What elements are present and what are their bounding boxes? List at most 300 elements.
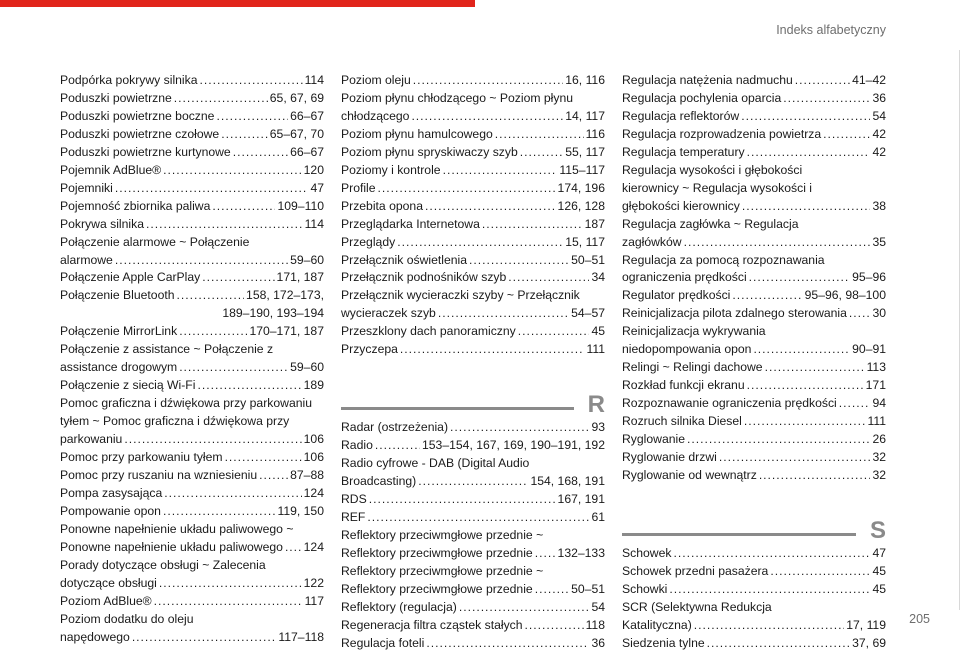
index-entry-term: Pomoc przy ruszaniu na wzniesieniu (60, 467, 258, 482)
index-entry-term: Przyczepa (341, 342, 398, 357)
index-entry-page-ref: 54 (872, 108, 886, 123)
index-entry-page-ref: 153–154, 167, 169, 190–191, 192 (422, 438, 605, 453)
index-entry (341, 144, 605, 162)
index-entry-term: Pompowanie opon (60, 503, 161, 518)
index-entry (60, 234, 324, 270)
index-entry (341, 419, 605, 437)
index-entry-term: Połączenie Bluetooth (60, 288, 175, 303)
dot-leader (520, 144, 563, 162)
index-entry-term: Połączenie MirrorLink (60, 324, 178, 339)
index-entry-term: Regulacja natężenia nadmuchu (622, 73, 793, 87)
index-entry-term: Przełącznik wycieraczki szyby ~ Przełącznik (341, 288, 580, 303)
index-entry-page-ref: 65, 67, 69 (269, 90, 324, 105)
index-entry-line (60, 90, 324, 108)
page-header-title: Indeks alfabetyczny (776, 23, 886, 37)
index-entry (622, 377, 886, 395)
index-entry-line (341, 419, 605, 437)
index-entry-term: Reflektory przeciwmgłowe przednie ~ (341, 563, 544, 578)
index-entry (622, 413, 886, 431)
index-entry (622, 431, 886, 449)
index-entry-line (622, 467, 886, 485)
index-entry (60, 72, 324, 90)
index-entry-term: Regulacja pochylenia oparcia (622, 90, 782, 105)
dot-leader (443, 162, 558, 180)
index-entry-term: Katalityczna) (622, 617, 692, 632)
index-entry-page-ref: 170–171, 187 (249, 324, 324, 339)
index-entry-line (622, 144, 886, 162)
index-entry-page-ref: 111 (586, 342, 605, 357)
index-entry-page-ref: 50–51 (571, 252, 605, 267)
index-entry-term: Poziom AdBlue® (60, 593, 152, 608)
index-column-1 (60, 72, 324, 647)
index-entry-page-ref: 187 (584, 216, 605, 231)
index-entry-line (341, 180, 605, 198)
index-entry-term: Reinicjalizacja wykrywania (622, 324, 766, 339)
index-entry (341, 323, 605, 341)
index-entry-page-ref: 35 (872, 234, 886, 249)
index-entry-line (622, 449, 886, 467)
index-entry-line (60, 162, 324, 180)
dot-leader (732, 287, 802, 305)
index-entry-term: Ponowne napełnienie układu paliwowego (60, 539, 283, 554)
index-entry (341, 455, 605, 491)
index-entry (60, 90, 324, 108)
index-entry-line (60, 72, 324, 90)
index-entry-page-ref: 154, 168, 191 (530, 474, 605, 489)
index-entry (60, 198, 324, 216)
index-entry-page-ref: 59–60 (290, 360, 324, 375)
index-entry (60, 377, 324, 395)
index-entry-term: parkowaniu (60, 432, 123, 447)
index-entry (622, 635, 886, 653)
index-entry (60, 449, 324, 467)
index-entry-page-ref: 30 (872, 306, 886, 321)
index-entry-term: alarmowe (60, 252, 113, 267)
index-entry-line (341, 198, 605, 216)
index-entry-page-ref: 54–57 (571, 306, 605, 321)
index-entry (341, 617, 605, 635)
index-entry-page-ref: 119, 150 (277, 503, 324, 518)
index-entry-line (60, 467, 324, 485)
index-entry (622, 467, 886, 485)
dot-leader (673, 545, 870, 563)
index-entry-term: Regeneracja filtra cząstek stałych (341, 617, 523, 632)
index-entry-line (341, 581, 605, 599)
index-entry-line (341, 126, 605, 144)
index-entry-term: Ponowne napełnienie układu paliwowego ~ (60, 521, 294, 536)
index-entry-page-ref: 50–51 (571, 581, 605, 596)
index-entry-page-ref: 66–67 (290, 144, 324, 159)
index-entry (341, 599, 605, 617)
dot-leader (741, 108, 870, 126)
index-entry (341, 527, 605, 563)
index-entry (341, 234, 605, 252)
index-entry (60, 144, 324, 162)
dot-leader (378, 180, 556, 198)
index-entry (622, 323, 886, 359)
index-entry-term: Siedzenia tylne (622, 635, 705, 650)
dot-leader (400, 341, 585, 359)
index-entry (60, 503, 324, 521)
index-entry-term: Regulacja reflektorów (622, 108, 740, 123)
index-entry-term: dotyczące obsługi (60, 575, 157, 590)
index-entry-term: Broadcasting) (341, 474, 417, 489)
index-entry-term: Poziom dodatku do oleju (60, 611, 194, 626)
index-entry-term: Regulacja temperatury (622, 144, 745, 159)
index-entry-term: Regulacja rozprowadzenia powietrza (622, 126, 822, 141)
index-entry (60, 269, 324, 287)
index-entry-page-ref: 117 (304, 593, 324, 608)
index-entry-term: RDS (341, 492, 367, 507)
index-entry-page-ref: 37, 69 (852, 635, 886, 650)
index-entry-line (60, 503, 324, 521)
index-entry-line (60, 287, 324, 305)
dot-leader (115, 180, 309, 198)
index-entry-page-ref: 42 (872, 144, 886, 159)
index-entry-line (622, 581, 886, 599)
dot-leader (783, 90, 870, 108)
dot-leader (469, 252, 569, 270)
index-entry-page-ref: 189 (303, 378, 324, 393)
index-entry-line (622, 108, 886, 126)
dot-leader (259, 467, 288, 485)
index-entry-line (622, 126, 886, 144)
index-entry-term: Rozkład funkcji ekranu (622, 378, 745, 393)
dot-leader (707, 635, 850, 653)
index-entry (622, 216, 886, 252)
index-entry-page-ref: 116 (585, 126, 605, 141)
index-entry-line (622, 635, 886, 653)
index-entry-page-ref: 158, 172–173, (246, 288, 324, 303)
index-entry-line (622, 395, 886, 413)
index-entry-page-ref: 47 (310, 180, 324, 195)
index-entry (341, 563, 605, 599)
section-letter: R (587, 391, 605, 419)
index-entry (341, 635, 605, 653)
dot-leader (719, 449, 871, 467)
index-entry-line (60, 377, 324, 395)
index-entry-term: Reflektory (regulacja) (341, 599, 457, 614)
index-entry-line (60, 269, 324, 287)
index-entry-page-ref: 61 (591, 510, 605, 525)
index-entry (60, 467, 324, 485)
index-entry-term: Poduszki powietrzne kurtynowe (60, 144, 231, 159)
dot-leader (179, 323, 247, 341)
index-entry-page-ref: 36 (872, 90, 886, 105)
index-entry-term: Ryglowanie drzwi (622, 450, 717, 465)
index-entry (341, 198, 605, 216)
index-entry-line (341, 635, 605, 653)
index-entry-term: Połączenie z assistance ~ Połączenie z (60, 342, 274, 357)
dot-leader (849, 305, 871, 323)
dot-leader (411, 108, 563, 126)
index-entry-term: Schowek przedni pasażera (622, 563, 769, 578)
index-entry-term: Połączenie Apple CarPlay (60, 270, 201, 285)
index-entry (622, 563, 886, 581)
index-entry-line (341, 305, 605, 323)
dot-leader (495, 126, 584, 144)
index-entry-term: Reflektory przeciwmgłowe przednie (341, 545, 533, 560)
index-entry-term: Regulacja foteli (341, 635, 425, 650)
index-entry (60, 395, 324, 449)
dot-leader (426, 635, 589, 653)
section-divider (341, 407, 574, 410)
index-entry-page-ref: 32 (872, 450, 886, 465)
index-entry-line (341, 144, 605, 162)
index-entry-line (60, 126, 324, 144)
index-entry-line (622, 377, 886, 395)
index-entry-term: Przełącznik oświetlenia (341, 252, 467, 267)
index-entry-term: Poziom płynu spryskiwaczy szyb (341, 144, 518, 159)
index-entry-term: Regulacja wysokości i głębokości (622, 162, 803, 177)
index-entry-page-ref: 36 (591, 635, 605, 650)
index-entry-term: Przeglądy (341, 234, 396, 249)
dot-leader (216, 108, 288, 126)
index-entry (60, 126, 324, 144)
index-entry (622, 252, 886, 288)
dot-leader (367, 509, 589, 527)
dot-leader (482, 216, 583, 234)
index-entry (622, 395, 886, 413)
index-entry-line (341, 473, 605, 491)
index-entry-term: Profile (341, 180, 376, 195)
index-entry-term: Pojemnik AdBlue® (60, 162, 162, 177)
dot-leader (124, 431, 301, 449)
index-entry-line (341, 599, 605, 617)
index-entry-line (341, 234, 605, 252)
index-entry-term: Rozpoznawanie ograniczenia prędkości (622, 396, 837, 411)
dot-leader (132, 629, 277, 647)
dot-leader (159, 575, 302, 593)
index-entry (622, 581, 886, 599)
index-entry-line (622, 198, 886, 216)
index-entry-term: Radio cyfrowe - DAB (Digital Audio (341, 456, 530, 471)
index-entry-term: Pojemniki (60, 180, 113, 195)
index-entry-term: assistance drogowym (60, 360, 178, 375)
index-entry-term: Radio (341, 438, 373, 453)
dot-leader (525, 617, 584, 635)
index-entry-term: ograniczenia prędkości (622, 270, 747, 285)
index-column-3 (622, 72, 886, 653)
index-entry-page-ref: 122 (303, 575, 324, 590)
dot-leader (747, 144, 871, 162)
index-entry-line (622, 72, 886, 90)
index-entry (622, 287, 886, 305)
index-entry-page-ref: 17, 119 (846, 617, 886, 632)
index-entry (60, 180, 324, 198)
dot-leader (202, 269, 274, 287)
index-entry-line (622, 341, 886, 359)
index-entry-page-ref: 94 (872, 396, 886, 411)
index-entry-line (60, 108, 324, 126)
index-entry (60, 323, 324, 341)
index-entry (341, 126, 605, 144)
dot-leader (375, 437, 420, 455)
index-entry-term: Poduszki powietrzne (60, 90, 172, 105)
index-entry (341, 72, 605, 90)
index-entry-term: REF (341, 510, 366, 525)
index-entry-page-ref: 111 (867, 414, 886, 429)
index-entry (60, 108, 324, 126)
dot-leader (759, 467, 871, 485)
index-entry-term: kierownicy ~ Regulacja wysokości i (622, 180, 812, 195)
index-entry-page-ref: 45 (591, 324, 605, 339)
index-entry-page-ref: 117–118 (278, 629, 324, 644)
index-entry-term: Przełącznik podnośników szyb (341, 270, 507, 285)
dot-leader (742, 198, 871, 216)
index-entry-line (622, 359, 886, 377)
index-entry-line (622, 431, 886, 449)
index-entry-page-ref: 95–96, 98–100 (804, 288, 886, 303)
index-entry-line (341, 509, 605, 527)
dot-leader (508, 269, 589, 287)
index-entry-page-ref: 45 (872, 563, 886, 578)
index-entry-term: Reinicjalizacja pilota zdalnego sterowania (622, 306, 847, 321)
index-entry-page-ref: 54 (591, 599, 605, 614)
dot-leader (765, 359, 865, 377)
index-entry-line (60, 323, 324, 341)
index-entry-page-ref: 171 (865, 378, 886, 393)
dot-leader (669, 581, 870, 599)
section-header (341, 373, 605, 419)
index-entry-line (622, 90, 886, 108)
index-entry-page-ref: 124 (303, 485, 324, 500)
index-entry (622, 144, 886, 162)
index-entry-page-ref: 174, 196 (557, 180, 605, 195)
index-entry-page-ref: 167, 191 (557, 492, 605, 507)
index-entry-page-ref: 120 (303, 162, 324, 177)
index-entry-line (622, 234, 886, 252)
index-entry (622, 72, 886, 90)
index-entry-term: Rozruch silnika Diesel (622, 414, 742, 429)
index-entry-line (60, 485, 324, 503)
index-entry-line (60, 593, 324, 611)
index-entry-line (60, 216, 324, 234)
dot-leader (115, 252, 288, 270)
index-entry-line (341, 162, 605, 180)
index-entry-page-ref: 66–67 (290, 108, 324, 123)
index-entry-term: chłodzącego (341, 108, 410, 123)
index-entry (622, 599, 886, 635)
index-entry-term: niedopompowania opon (622, 342, 752, 357)
index-entry-page-ref: 118 (585, 617, 605, 632)
index-entry-page-ref: 34 (591, 270, 605, 285)
section-header (622, 499, 886, 545)
dot-leader (535, 581, 569, 599)
index-entry (60, 557, 324, 593)
index-entry-page-ref: 124 (303, 539, 324, 554)
index-entry-page-ref: 114 (304, 216, 324, 231)
index-entry-term: Pojemność zbiornika paliwa (60, 198, 211, 213)
dot-leader (744, 413, 866, 431)
index-entry-line (60, 180, 324, 198)
index-entry-term: Regulator prędkości (622, 288, 731, 303)
index-entry (341, 216, 605, 234)
dot-leader (174, 90, 268, 108)
dot-leader (684, 234, 871, 252)
index-entry-term: Ryglowanie (622, 432, 686, 447)
dot-leader (179, 359, 288, 377)
section-divider (622, 533, 856, 536)
index-entry (622, 449, 886, 467)
index-entry-line (60, 575, 324, 593)
index-entry-line (622, 563, 886, 581)
index-entry-page-ref: 15, 117 (565, 234, 605, 249)
index-entry-page-ref: 171, 187 (276, 270, 324, 285)
dot-leader (163, 503, 275, 521)
index-entry (622, 359, 886, 377)
dot-leader (146, 216, 303, 234)
index-entry-line (60, 144, 324, 162)
index-entry (341, 269, 605, 287)
index-entry-term: Pokrywa silnika (60, 216, 144, 231)
page-number: 205 (909, 612, 930, 626)
index-entry (341, 162, 605, 180)
index-entry-page-ref: 87–88 (290, 467, 324, 482)
index-entry-page-ref: 90–91 (852, 342, 886, 357)
index-entry-term: Przeglądarka Internetowa (341, 216, 480, 231)
dot-leader (535, 545, 556, 563)
index-entry-line (341, 545, 605, 563)
dot-leader (770, 563, 870, 581)
index-entry-term: Połączenie alarmowe ~ Połączenie (60, 234, 250, 249)
index-entry-term: Schowki (622, 581, 668, 596)
index-entry-page-ref: 55, 117 (565, 144, 605, 159)
index-entry-term: głębokości kierownicy (622, 198, 740, 213)
section-letter: S (869, 516, 886, 544)
dot-leader (221, 126, 268, 144)
index-entry (60, 341, 324, 377)
index-entry (60, 162, 324, 180)
index-entry-page-ref: 93 (591, 420, 605, 435)
index-entry-page-ref: 47 (872, 545, 886, 560)
index-entry (622, 90, 886, 108)
index-entry-term: Radar (ostrzeżenia) (341, 420, 449, 435)
index-entry-page-ref: 126, 128 (557, 198, 605, 213)
index-entry-term: Połączenie z siecią Wi-Fi (60, 378, 196, 393)
dot-leader (518, 323, 590, 341)
index-entry (60, 485, 324, 503)
index-entry-line (341, 323, 605, 341)
index-entry-term: Pomoc przy parkowaniu tyłem (60, 450, 223, 465)
index-entry-page-ref: 114 (304, 73, 324, 87)
index-entry-term: Regulacja za pomocą rozpoznawania (622, 252, 825, 267)
index-entry (60, 611, 324, 647)
index-entry (60, 521, 324, 557)
index-entry-term: Poziom płynu hamulcowego (341, 126, 493, 141)
dot-leader (459, 599, 590, 617)
index-entry-term: SCR (Selektywna Redukcja (622, 599, 772, 614)
index-entry-page-ref: 38 (872, 198, 886, 213)
index-entry-line (341, 491, 605, 509)
dot-leader (687, 431, 870, 449)
index-column-2 (341, 72, 605, 653)
index-entry-term: Relingi ~ Relingi dachowe (622, 360, 763, 375)
index-entry-term: Reflektory przeciwmgłowe przednie (341, 581, 533, 596)
index-entry (622, 545, 886, 563)
dot-leader (200, 72, 303, 90)
dot-leader (425, 198, 556, 216)
dot-leader (753, 341, 850, 359)
index-entry-term: wycieraczek szyb (341, 306, 436, 321)
dot-leader (164, 485, 301, 503)
index-entry (622, 126, 886, 144)
dot-leader (418, 473, 528, 491)
index-entry-page-ref: 41–42 (852, 73, 886, 87)
index-entry-page-ref: 115–117 (559, 162, 605, 177)
index-entry-term: Ryglowanie od wewnątrz (622, 467, 757, 482)
index-entry-page-ref: 59–60 (290, 252, 324, 267)
